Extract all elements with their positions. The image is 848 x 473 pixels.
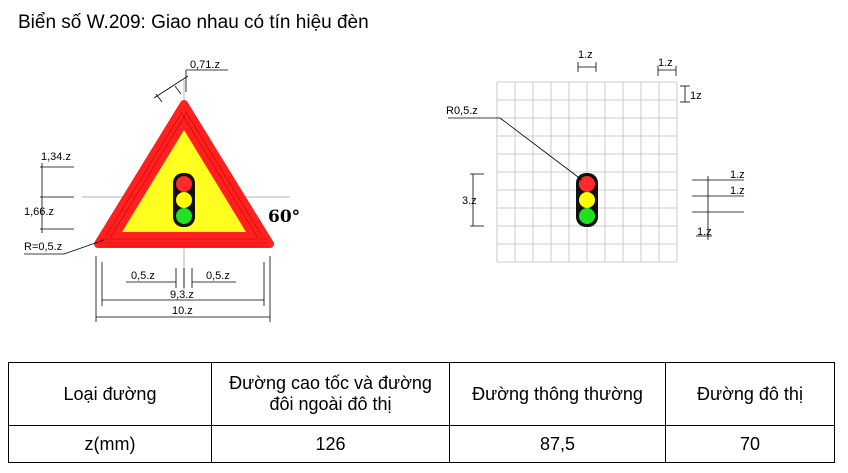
- side-margin-right-label: 0,5.z: [206, 270, 230, 282]
- table-row: [9, 426, 835, 463]
- grid-bottom-label: 1.z: [697, 226, 712, 238]
- header-road-type: Loại đường: [9, 363, 212, 426]
- green-lamp: [176, 208, 192, 224]
- corner-radius-label: R=0,5.z: [24, 241, 63, 253]
- value-expressway: 126: [212, 426, 450, 463]
- cell-top-right-label: 1.z: [658, 57, 673, 69]
- top-width-label: 0,71.z: [190, 59, 220, 71]
- table-header-row: [9, 363, 835, 426]
- row-label: z(mm): [9, 426, 212, 463]
- warning-triangle-sign: [82, 80, 290, 290]
- header-urban-road: Đường đô thị: [666, 363, 835, 426]
- cell-right-label: 1z: [690, 90, 702, 102]
- value-ordinary-road: 87,5: [450, 426, 666, 463]
- upper-offset-label: 1,34.z: [41, 151, 71, 163]
- grid-radius-label: R0,5.z: [446, 105, 478, 117]
- value-urban-road: 70: [666, 426, 835, 463]
- inner-width-label: 9,3.z: [170, 289, 194, 301]
- red-lamp: [176, 176, 192, 192]
- lamp-gap-2-label: 1.z: [730, 185, 745, 197]
- lamp-gap-1-label: 1.z: [730, 169, 745, 181]
- grid-red-lamp: [579, 176, 595, 192]
- yellow-lamp: [176, 192, 192, 208]
- side-margin-left-label: 0,5.z: [131, 270, 155, 282]
- grid-height-label: 3.z: [462, 195, 477, 207]
- dimension-table: [8, 362, 835, 463]
- lower-offset-label: 1,66.z: [24, 206, 54, 218]
- outer-width-label: 10.z: [172, 305, 193, 317]
- grid-detail: [497, 82, 677, 262]
- grid-green-lamp: [579, 208, 595, 224]
- sign-title: Biển số W.209: Giao nhau có tín hiệu đèn: [18, 12, 369, 33]
- cell-top-label: 1.z: [578, 49, 593, 61]
- header-expressway: Đường cao tốc và đường đôi ngoài đô thị: [212, 363, 450, 426]
- angle-label: 60°: [268, 207, 301, 227]
- header-ordinary-road: Đường thông thường: [450, 363, 666, 426]
- grid-yellow-lamp: [579, 192, 595, 208]
